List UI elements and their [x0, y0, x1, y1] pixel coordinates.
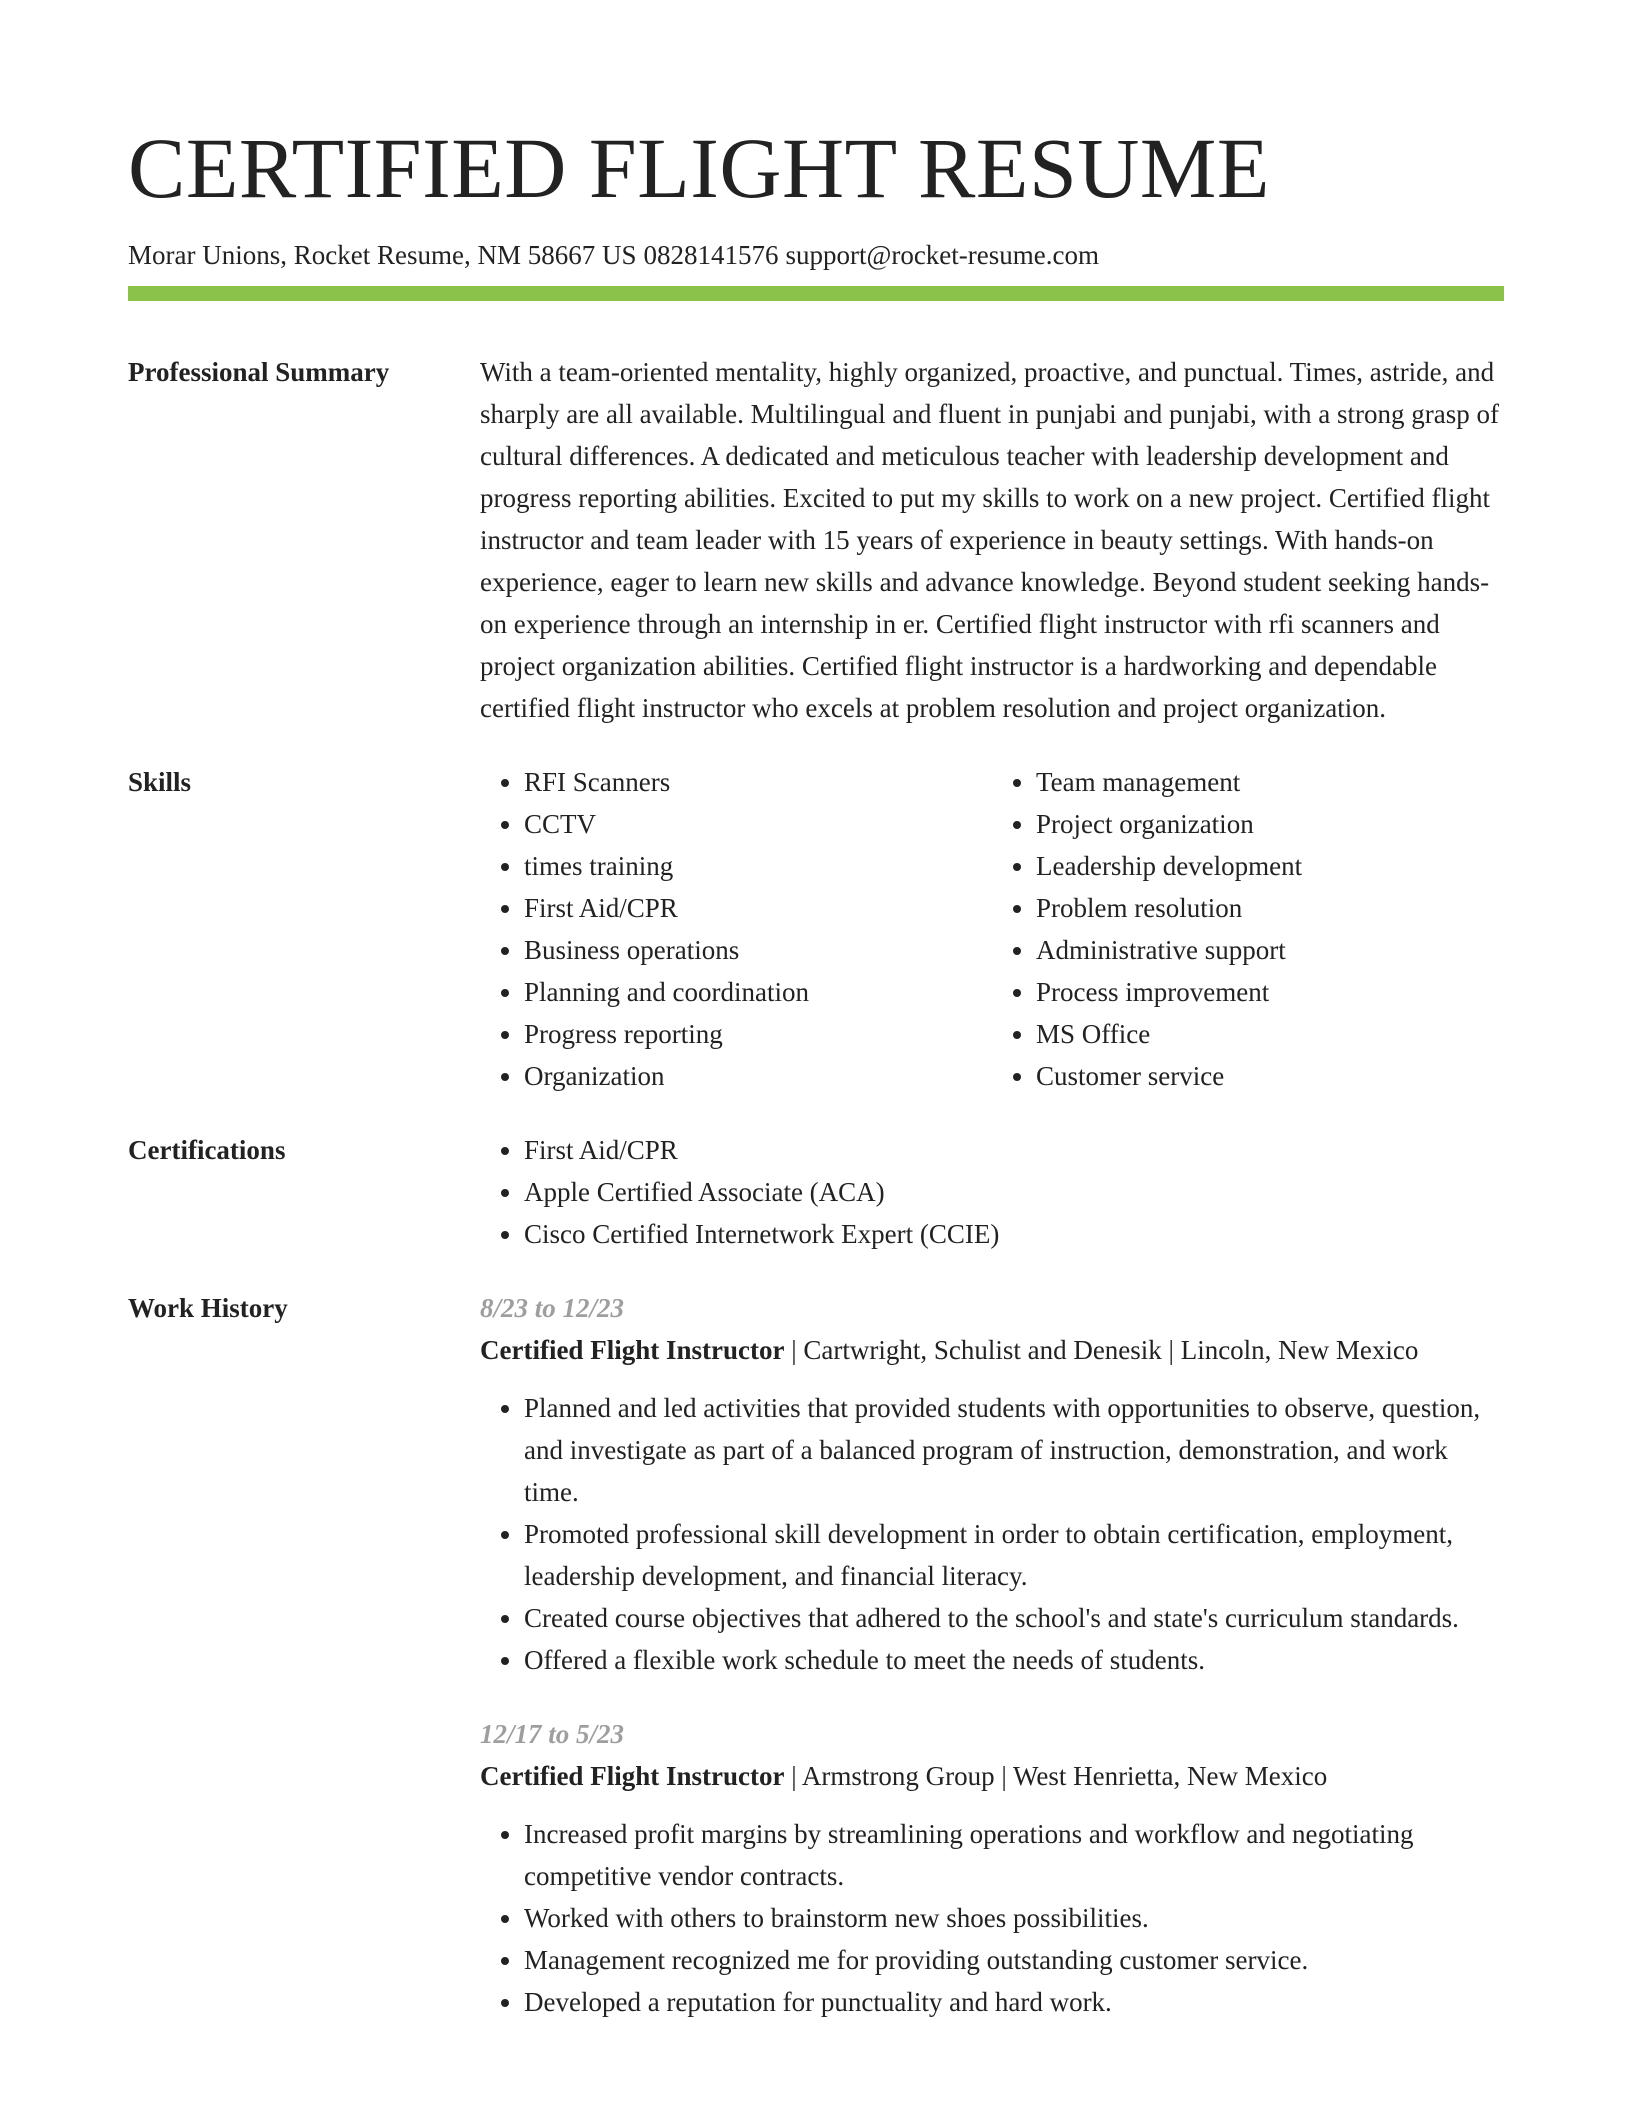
- resume-content: [128, 351, 1504, 2055]
- job-title: Certified Flight Instructor: [480, 1761, 785, 1791]
- certifications-section: [128, 1129, 1504, 1255]
- resume-header: [128, 118, 1504, 272]
- job-duty: • Planned and led activities that provided students with opportunities to observe, question, and investigate as part of a balanced program of instruction, demonstration, and work time.: [524, 1387, 1504, 1513]
- job-company: Cartwright, Schulist and Denesik: [803, 1335, 1162, 1365]
- skill-item: • Progress reporting: [524, 1013, 992, 1055]
- certification-item: • Apple Certified Associate (ACA): [524, 1171, 1504, 1213]
- job-duty: • Promoted professional skill development in order to obtain certification, employment, leadership development, and financial literacy.: [524, 1513, 1504, 1597]
- job-dates: 8/23 to 12/23: [480, 1293, 625, 1323]
- job-location: Lincoln, New Mexico: [1180, 1335, 1419, 1365]
- skills-body: [480, 761, 1504, 1097]
- skills-section: [128, 761, 1504, 1097]
- skill-item: • MS Office: [1036, 1013, 1504, 1055]
- job-dates: 12/17 to 5/23: [480, 1719, 625, 1749]
- certifications-list: [480, 1129, 1504, 1255]
- skill-item: • Leadership development: [1036, 845, 1504, 887]
- separator: |: [1001, 1761, 1007, 1791]
- separator: |: [791, 1335, 797, 1365]
- skills-list-right: [992, 761, 1504, 1097]
- job-title: Certified Flight Instructor: [480, 1335, 785, 1365]
- skill-item: • Business operations: [524, 929, 992, 971]
- work-history-section: [128, 1287, 1504, 2023]
- header-divider: [128, 286, 1504, 301]
- skill-item: • RFI Scanners: [524, 761, 992, 803]
- work-history-body: [480, 1287, 1504, 2023]
- contact-address: Morar Unions, Rocket Resume, NM 58667 US: [128, 240, 637, 270]
- job-duty: • Created course objectives that adhered to the school's and state's curriculum standards.: [524, 1597, 1504, 1639]
- contact-line: [128, 238, 1504, 272]
- skills-heading: Skills: [128, 767, 192, 797]
- summary-text: With a team-oriented mentality, highly organized, proactive, and punctual. Times, astride, and sharply are all available. Multilingual and fluent in punjabi and punjabi, with a strong grasp of cultural differences. A dedicated and meticulous teacher with leadership development and progress reporting abilities. Excited to put my skills to work on a new project. Certified flight instructor and team leader with 15 years of experience in beauty settings. With hands-on experience, eager to learn new skills and advance knowledge. Beyond student seeking hands-on experience through an internship in er. Certified flight instructor with rfi scanners and project organization abilities. Certified flight instructor is a hardworking and dependable certified flight instructor who excels at problem resolution and project organization.: [480, 357, 1499, 723]
- skills-list-left: [480, 761, 992, 1097]
- certifications-heading: Certifications: [128, 1135, 286, 1165]
- summary-body: [480, 351, 1504, 729]
- candidate-name: CERTIFIED FLIGHT RESUME: [128, 120, 1270, 216]
- skill-item: • Process improvement: [1036, 971, 1504, 1013]
- skill-item: • Administrative support: [1036, 929, 1504, 971]
- contact-phone: 0828141576: [643, 240, 779, 270]
- skill-item: • CCTV: [524, 803, 992, 845]
- skill-item: • Customer service: [1036, 1055, 1504, 1097]
- summary-heading: Professional Summary: [128, 357, 390, 387]
- skill-item: • Project organization: [1036, 803, 1504, 845]
- work-history-heading: Work History: [128, 1293, 288, 1323]
- skill-item: • First Aid/CPR: [524, 887, 992, 929]
- contact-email[interactable]: support@rocket-resume.com: [785, 240, 1099, 270]
- job-duties-list: [480, 1387, 1504, 1681]
- skill-item: • Team management: [1036, 761, 1504, 803]
- job-entry: [480, 1713, 1504, 2023]
- job-duty: • Developed a reputation for punctuality and hard work.: [524, 1981, 1504, 2023]
- job-duties-list: [480, 1813, 1504, 2023]
- job-duty: • Management recognized me for providing outstanding customer service.: [524, 1939, 1504, 1981]
- job-duty: • Offered a flexible work schedule to meet the needs of students.: [524, 1639, 1504, 1681]
- certifications-body: [480, 1129, 1504, 1255]
- job-duty: • Worked with others to brainstorm new shoes possibilities.: [524, 1897, 1504, 1939]
- summary-section: [128, 351, 1504, 729]
- job-location: West Henrietta, New Mexico: [1013, 1761, 1328, 1791]
- skill-item: • Planning and coordination: [524, 971, 992, 1013]
- skill-item: • times training: [524, 845, 992, 887]
- job-company: Armstrong Group: [801, 1761, 995, 1791]
- certification-item: • First Aid/CPR: [524, 1129, 1504, 1171]
- separator: |: [1168, 1335, 1174, 1365]
- certification-item: • Cisco Certified Internetwork Expert (CCIE): [524, 1213, 1504, 1255]
- job-heading-line: [480, 1755, 1504, 1797]
- separator: |: [791, 1761, 797, 1791]
- job-heading-line: [480, 1329, 1504, 1371]
- skill-item: • Problem resolution: [1036, 887, 1504, 929]
- skill-item: • Organization: [524, 1055, 992, 1097]
- job-duty: • Increased profit margins by streamlining operations and workflow and negotiating competitive vendor contracts.: [524, 1813, 1504, 1897]
- job-entry: [480, 1287, 1504, 1681]
